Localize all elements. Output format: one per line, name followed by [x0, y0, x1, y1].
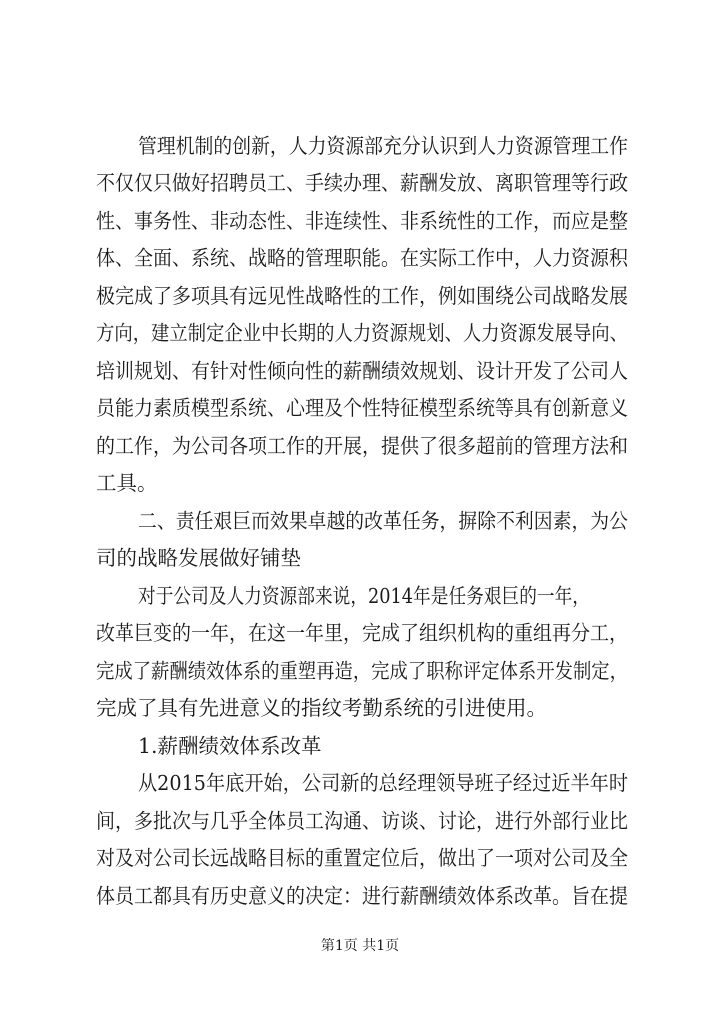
subsection-heading-line	[0, 728, 720, 764]
line-text: 间，多批次与几乎全体员工沟通、访谈、讨论，进行外部行业比	[96, 809, 628, 833]
body-line	[0, 390, 720, 426]
subsection-heading-text: 1.薪酬绩效体系改革	[138, 734, 322, 758]
body-line	[0, 653, 720, 689]
line-text: 体员工都具有历史意义的决定：进行薪酬绩效体系改革。旨在提	[96, 884, 628, 908]
line-text: 改革巨变的一年，在这一年里，完成了组织机构的重组再分工，	[96, 621, 628, 645]
line-text: 工具。	[96, 471, 158, 495]
line-text: 性、事务性、非动态性、非连续性、非系统性的工作，而应是整	[96, 209, 628, 233]
section-heading-line	[0, 503, 720, 539]
line-text: 对及对公司长远战略目标的重置定位后，做出了一项对公司及全	[96, 846, 628, 870]
body-line	[0, 315, 720, 351]
line-text: 不仅仅只做好招聘员工、手续办理、薪酬发放、离职管理等行政	[96, 171, 628, 195]
line-text: 体、全面、系统、战略的管理职能。在实际工作中，人力资源积	[96, 246, 628, 270]
body-line	[0, 578, 720, 614]
body-line	[0, 690, 720, 726]
body-line	[0, 615, 720, 651]
body-line	[0, 878, 720, 914]
body-line	[0, 128, 720, 164]
line-text: 完成了薪酬绩效体系的重塑再造，完成了职称评定体系开发制定，	[96, 659, 628, 683]
body-line	[0, 840, 720, 876]
line-text: 对于公司及人力资源部来说，2014年是任务艰巨的一年，	[138, 584, 590, 608]
body-line	[0, 278, 720, 314]
line-text: 的工作，为公司各项工作的开展，提供了很多超前的管理方法和	[96, 434, 628, 458]
body-line	[0, 165, 720, 201]
line-text: 从2015年底开始，公司新的总经理领导班子经过近半年时	[138, 771, 628, 795]
line-text: 极完成了多项具有远见性战略性的工作，例如围绕公司战略发展	[96, 284, 628, 308]
body-line	[0, 353, 720, 389]
body-line	[0, 203, 720, 239]
body-line	[0, 240, 720, 276]
body-line	[0, 428, 720, 464]
line-text: 管理机制的创新，人力资源部充分认识到人力资源管理工作	[138, 134, 628, 158]
body-line	[0, 465, 720, 501]
line-text: 方向，建立制定企业中长期的人力资源规划、人力资源发展导向、	[96, 321, 628, 345]
page-footer: 第1页 共1页	[320, 938, 400, 954]
line-text: 员能力素质模型系统、心理及个性特征模型系统等具有创新意义	[96, 396, 628, 420]
line-text: 完成了具有先进意义的指纹考勤系统的引进使用。	[96, 696, 547, 720]
body-line	[0, 765, 720, 801]
section-heading-line	[0, 540, 720, 576]
section-heading-text: 二、责任艰巨而效果卓越的改革任务，摒除不利因素，为公	[138, 509, 628, 533]
line-text: 培训规划、有针对性倾向性的薪酬绩效规划、设计开发了公司人	[96, 359, 628, 383]
section-heading-text: 司的战略发展做好铺垫	[96, 546, 301, 570]
body-line	[0, 803, 720, 839]
